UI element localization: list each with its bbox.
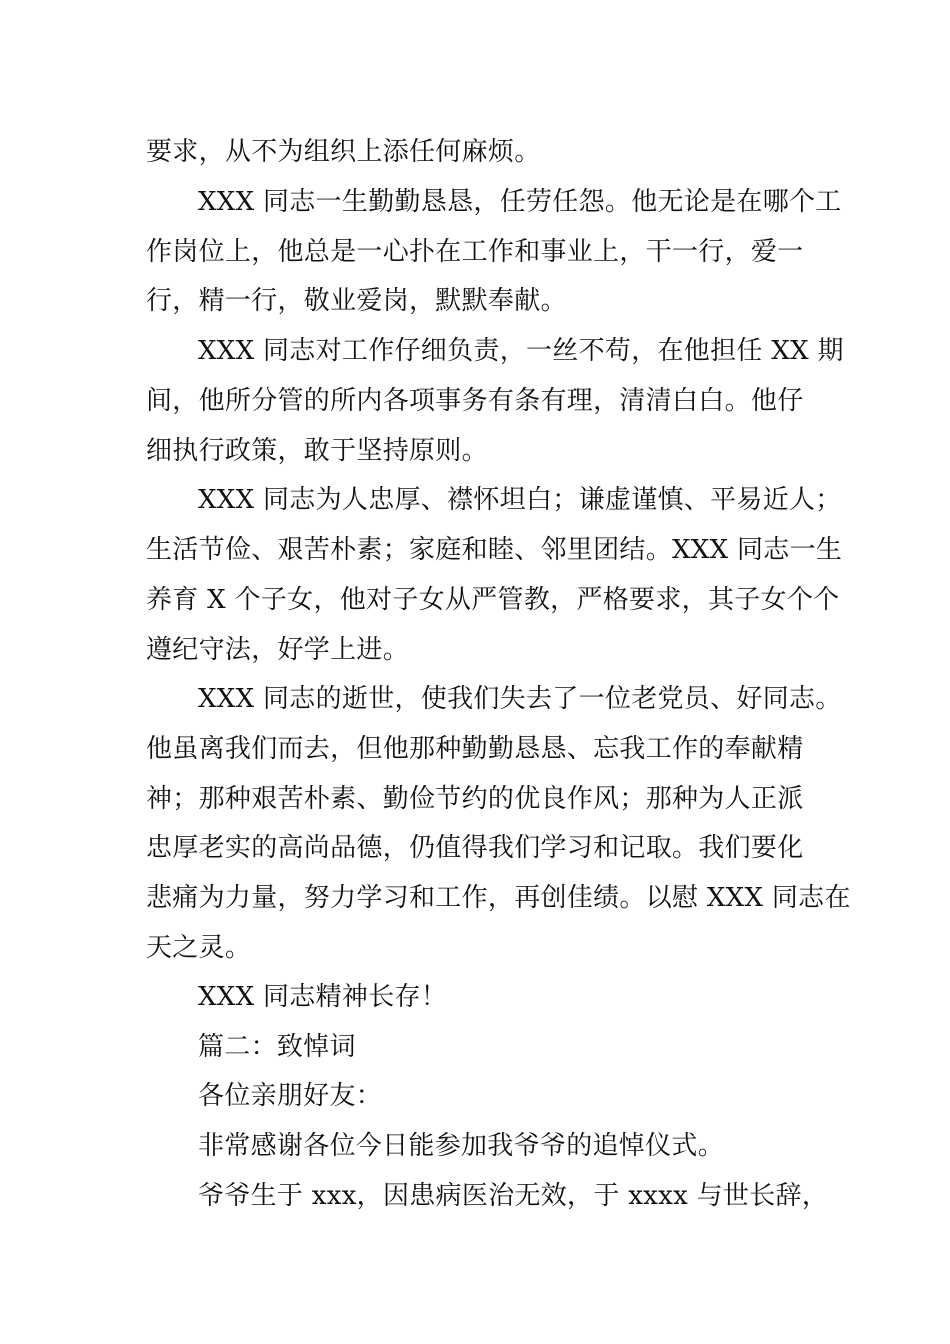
text-line-1: 要求，从不为组织上添任何麻烦。 [146, 137, 541, 167]
text-line-20: 各位亲朋好友： [198, 1081, 383, 1111]
text-line-14: 神；那种艰苦朴素、勤俭节约的优良作风；那种为人正派 [146, 784, 804, 814]
text-line-10: 养育 X 个子女，他对子女从严管教，严格要求，其子女个个 [146, 585, 840, 615]
text-line-4: 行，精一行，敬业爱岗，默默奉献。 [146, 286, 567, 316]
text-line-17: 天之灵。 [146, 933, 252, 963]
text-line-16: 悲痛为力量，努力学习和工作，再创佳绩。以慰 XXX 同志在 [146, 883, 851, 913]
text-line-19: 篇二：致悼词 [198, 1032, 356, 1062]
text-line-13: 他虽离我们而去，但他那种勤勤恳恳、忘我工作的奉献精 [146, 734, 804, 764]
text-line-3: 作岗位上，他总是一心扑在工作和事业上，干一行，爱一 [146, 237, 804, 267]
text-line-9: 生活节俭、艰苦朴素；家庭和睦、邻里团结。XXX 同志一生 [146, 535, 843, 565]
text-line-2: XXX 同志一生勤勤恳恳，任劳任怨。他无论是在哪个工 [198, 187, 842, 217]
text-line-18: XXX 同志精神长存！ [198, 982, 448, 1012]
text-line-12: XXX 同志的逝世，使我们失去了一位老党员、好同志。 [198, 684, 842, 714]
text-line-22: 爷爷生于 xxx，因患病医治无效，于 xxxx 与世长辞， [198, 1181, 829, 1211]
text-line-8: XXX 同志为人忠厚、襟怀坦白；谦虚谨慎、平易近人； [198, 485, 842, 515]
text-line-21: 非常感谢各位今日能参加我爷爷的追悼仪式。 [198, 1131, 725, 1161]
text-line-6: 间，他所分管的所内各项事务有条有理，清清白白。他仔 [146, 386, 804, 416]
text-line-5: XXX 同志对工作仔细负责，一丝不苟，在他担任 XX 期 [198, 336, 844, 366]
text-line-11: 遵纪守法，好学上进。 [146, 635, 410, 665]
text-line-15: 忠厚老实的高尚品德，仍值得我们学习和记取。我们要化 [146, 833, 804, 863]
text-line-7: 细执行政策，敢于坚持原则。 [146, 436, 488, 466]
